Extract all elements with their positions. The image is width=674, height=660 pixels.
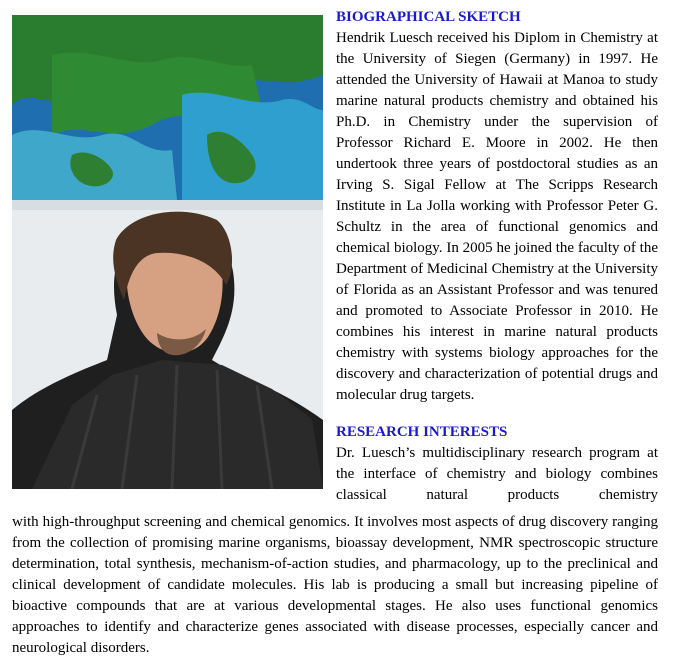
portrait-photo [12, 15, 323, 489]
bio-text: Hendrik Luesch received his Diplom in Chemistry at the University of Siegen (Germany) in 1997. He attended the University of Hawaii at Manoa to study marine natural products chemistry and obtained his Ph.D. in Chemistry under the supervision of Professor Richard E. Moore in 2002. He then undertook three years of postdoctoral studies as an Irving S. Sigal Fellow at The Scripps Research Institute in La Jolla working with Professor Peter G. Schultz in the area of functional genomics and chemical biology. In 2005 he joined the faculty of the Department of Medicinal Chemistry at the University of Florida as an Assistant Professor and was tenured and promoted to Associate Professor in 2010. He combines his interest in marine natural products chemistry with systems biology approaches for the discovery and characterization of potential drugs and molecular drug targets. [336, 30, 658, 403]
research-heading: RESEARCH INTERESTS [336, 424, 508, 440]
research-full-text-wrap [12, 512, 658, 659]
research-text-full: with high-throughput screening and chemical genomics. It involves most aspects of drug discovery ranging from the collection of promising marine organisms, bioassay development, NMR spectroscopic structure determination, total synthesis, mechanism-of-action studies, and pharmacology, up to the preclinical and clinical development of candidate molecules. His lab is producing a small but increasing pipeline of bioactive compounds that are at various developmental stages. He also uses functional genomics approaches to identify and characterize genes associated with disease processes, especially cancer and neurological disorders. [12, 514, 658, 656]
bio-heading: BIOGRAPHICAL SKETCH [336, 9, 521, 25]
research-heading-wrap [336, 422, 658, 443]
research-column-text-wrap [336, 443, 658, 506]
bio-column [336, 7, 658, 406]
research-text-column: Dr. Luesch’s multidisciplinary research program at the interface of chemistry and biology combines classical natural products chemistry [336, 445, 658, 503]
